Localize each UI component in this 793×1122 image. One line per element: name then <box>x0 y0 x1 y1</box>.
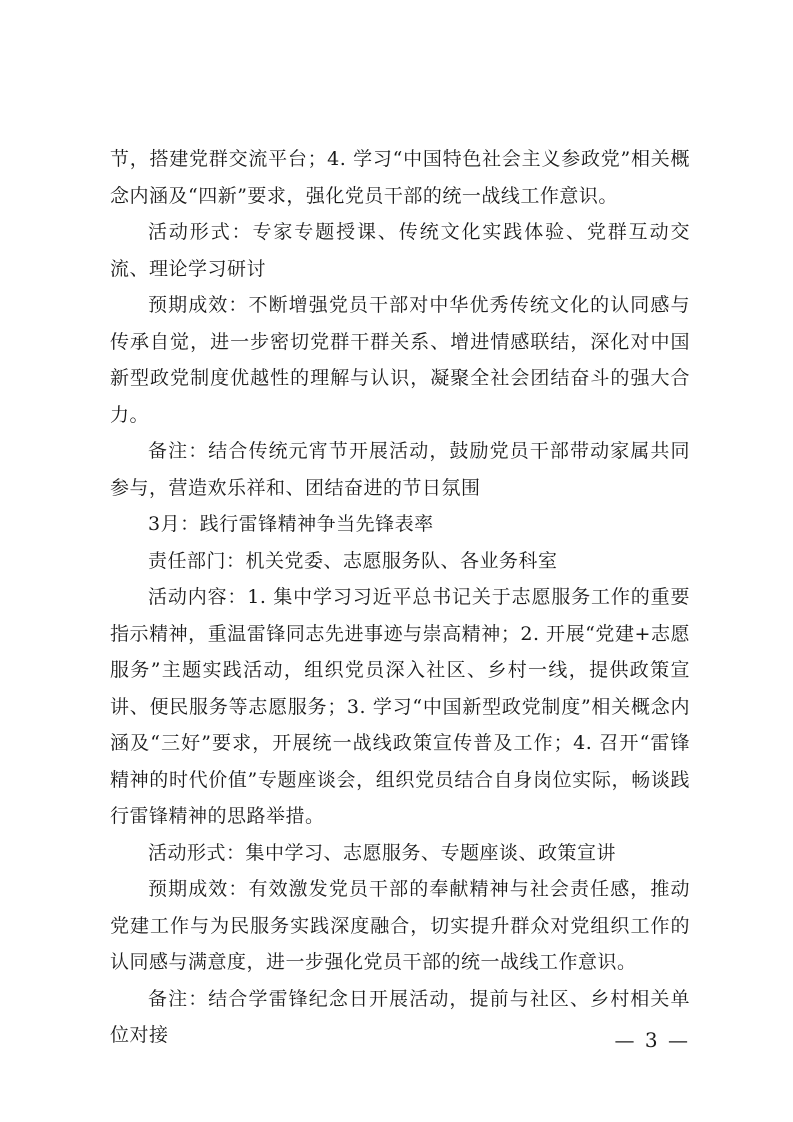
paragraph-continuation: 节，搭建党群交流平台；4. 学习“中国特色社会主义参政党”相关概念内涵及“四新”要求，强化党员干部的统一战线工作意识。 <box>110 148 690 207</box>
paragraph-responsible-dept-march: 责任部门：机关党委、志愿服务队、各业务科室 <box>148 549 558 572</box>
paragraph-activity-format-feb: 活动形式：专家专题授课、传统文化实践体验、党群互动交流、理论学习研讨 <box>110 221 690 280</box>
page-number: — 3 — <box>614 1028 690 1052</box>
paragraph-remarks-march: 备注：结合学雷锋纪念日开展活动，提前与社区、乡村相关单位对接 <box>110 987 690 1046</box>
section-heading-march: 3月：践行雷锋精神争当先锋表率 <box>148 513 434 535</box>
body-text <box>110 141 690 1054</box>
paragraph-remarks-feb: 备注：结合传统元宵节开展活动，鼓励党员干部带动家属共同参与，营造欢乐祥和、团结奋进的节日氛围 <box>110 440 690 499</box>
paragraph-activity-content-march: 活动内容：1. 集中学习习近平总书记关于志愿服务工作的重要指示精神，重温雷锋同志先进事迹与崇高精神；2. 开展“党建+志愿服务”主题实践活动，组织党员深入社区、乡村一线，提供政策宣讲、便民服务等志愿服务；3. 学习“中国新型政党制度”相关概念内涵及“三好”要求，开展统一战线政策宣传普及工作；4. 召开“雷锋精神的时代价值”专题座谈会，组织党员结合自身岗位实际，畅谈践行雷锋精神的思路举措。 <box>110 586 690 827</box>
paragraph-activity-format-march: 活动形式：集中学习、志愿服务、专题座谈、政策宣讲 <box>148 841 617 864</box>
paragraph-expected-results-feb: 预期成效：不断增强党员干部对中华优秀传统文化的认同感与传承自觉，进一步密切党群干群关系、增进情感联结，深化对中国新型政党制度优越性的理解与认识，凝聚全社会团结奋斗的强大合力。 <box>110 294 690 426</box>
paragraph-expected-results-march: 预期成效：有效激发党员干部的奉献精神与社会责任感，推动党建工作与为民服务实践深度融合，切实提升群众对党组织工作的认同感与满意度，进一步强化党员干部的统一战线工作意识。 <box>110 878 690 973</box>
